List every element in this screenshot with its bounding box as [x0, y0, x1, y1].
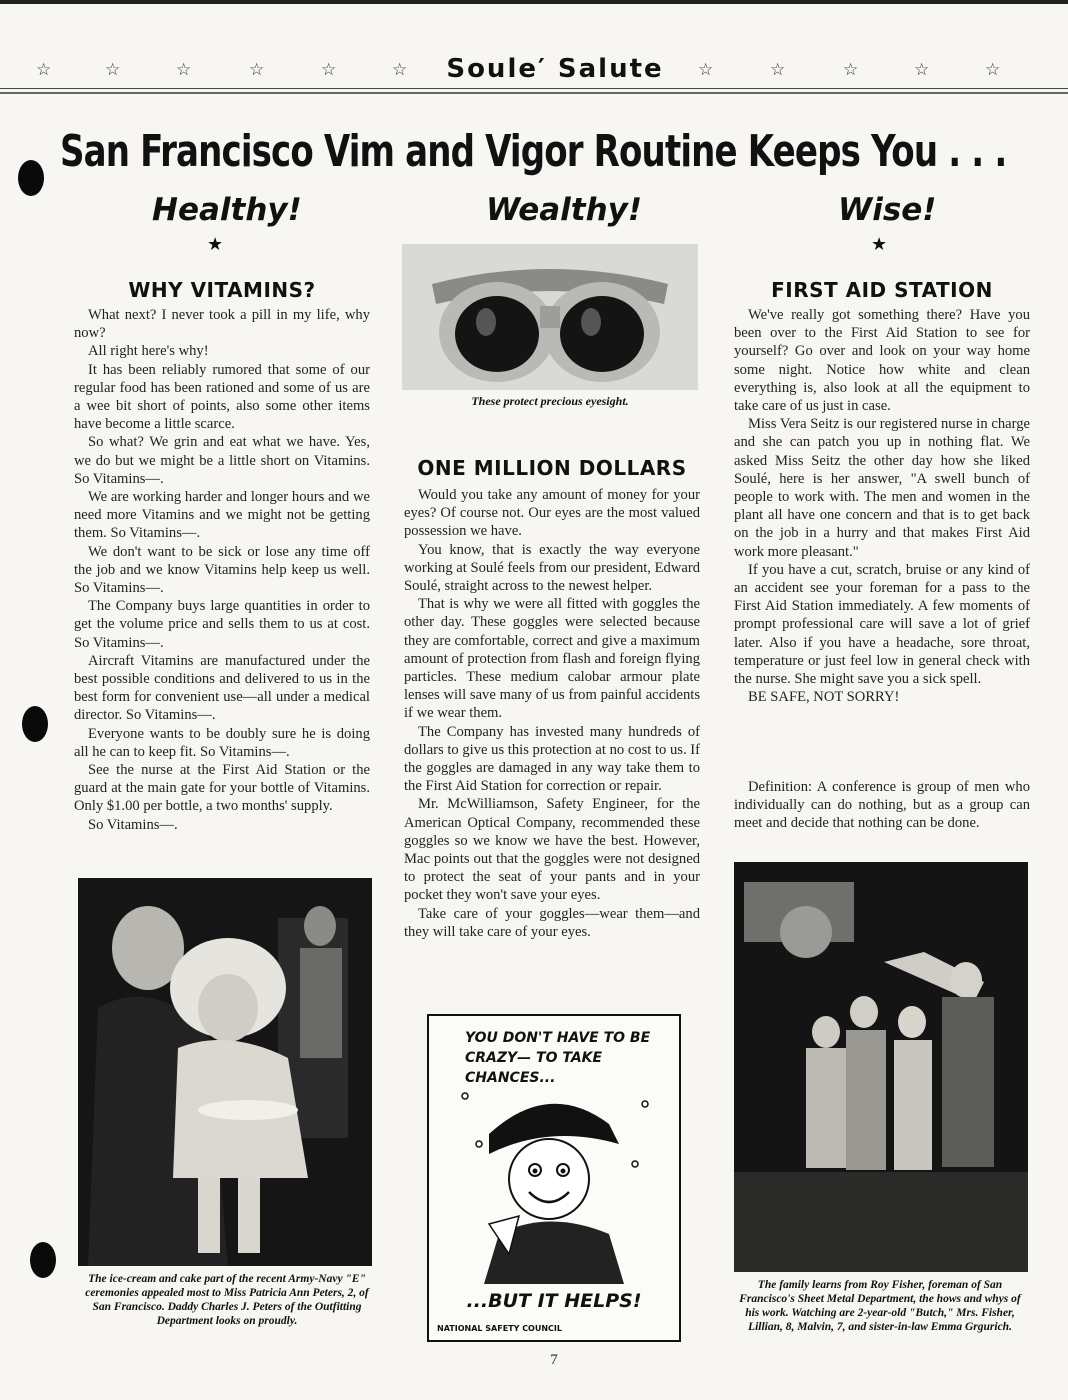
paragraph: Definition: A conference is group of men who individually can do nothing, but as a group can meet and decide that nothing can be done.: [734, 779, 1030, 832]
star-icon: ☆: [36, 60, 52, 80]
paragraph: So what? We grin and eat what we have. Yes, we do but we might be a little short on Vitamins. So Vitamins—.: [74, 434, 370, 487]
photo-caption: These protect precious eyesight.: [471, 394, 629, 408]
star-icon: ☆: [392, 60, 408, 80]
star-icon: ☆: [176, 60, 192, 80]
paragraph: The Company has invested many hundreds of dollars to give us this protection at no cost to us. If the goggles are damaged in any way take them to the First Aid Station for correction or repair.: [404, 723, 700, 795]
poster-slogan-bottom: ...BUT IT HELPS!: [466, 1290, 642, 1312]
subhead-wealthy: Wealthy!: [486, 192, 643, 228]
paragraph: Miss Vera Seitz is our registered nurse in charge and she can patch you up in nothing flat. We asked Miss Seitz the other day how she liked Soulé, here is her answer, "A swell bunch of people to work with. The men and women in the plant all have one concern and that is to get back on the job in a hurry and that makes First Aid work more pleasant.": [734, 416, 1030, 560]
star-icon: ☆: [985, 60, 1001, 80]
article-first-aid-station: [734, 306, 1030, 706]
paragraph: What next? I never took a pill in my life, why now?: [74, 307, 370, 342]
photo-fisher-family: [734, 862, 1028, 1272]
star-icon: ☆: [770, 60, 786, 80]
star-icon: ☆: [105, 60, 121, 80]
star-icon: ☆: [698, 60, 714, 80]
poster-slogan-top: YOU DON'T HAVE TO BE CRAZY— TO TAKE CHANCES...: [465, 1030, 651, 1086]
paragraph: We are working harder and longer hours and we need more Vitamins and we might not be getting them. So Vitamins—.: [74, 489, 370, 542]
section-heading-why-vitamins: WHY VITAMINS?: [128, 278, 316, 302]
paragraph: You know, that is exactly the way everyone working at Soulé feels from our president, Edward Soulé, straight across to the newest helper.: [404, 541, 700, 595]
paragraph: Would you take any amount of money for your eyes? Of course not. Our eyes are the most valued possession we have.: [404, 487, 700, 540]
page-headline: San Francisco Vim and Vigor Routine Keeps You . . .: [60, 126, 1007, 177]
binder-hole: [18, 160, 44, 196]
subhead-healthy: Healthy!: [152, 192, 302, 228]
star-icon: ☆: [843, 60, 859, 80]
paragraph: Take care of your goggles—wear them—and they will take care of your eyes.: [404, 905, 700, 940]
poster-credit: NATIONAL SAFETY COUNCIL: [437, 1324, 562, 1333]
star-icon: ★: [207, 234, 224, 255]
safety-poster: [427, 1014, 681, 1342]
paragraph: See the nurse at the First Aid Station or the guard at the main gate for your bottle of Vitamins. Only $1.00 per bottle, a two months' supply.: [74, 762, 370, 815]
article-why-vitamins: [74, 306, 370, 834]
paragraph: Everyone wants to be doubly sure he is doing all he can to keep fit. So Vitamins—.: [74, 725, 370, 760]
page-top-edge: [0, 0, 1068, 4]
star-icon: ☆: [321, 60, 337, 80]
star-icon: ☆: [914, 60, 930, 80]
photo-caption: The ice-cream and cake part of the recent Army-Navy "E" ceremonies appealed most to Miss Patricia Ann Peters, 2, of San Francisco. Daddy Charles J. Peters of the Outfitting Department looks on proudly.: [85, 1273, 369, 1327]
section-heading-one-million-dollars: ONE MILLION DOLLARS: [417, 456, 687, 480]
star-icon: ★: [871, 234, 888, 255]
page-number: 7: [550, 1352, 558, 1368]
paragraph: So Vitamins—.: [88, 816, 178, 833]
paragraph: We don't want to be sick or lose any time off the job and we know Vitamins help keep us well. So Vitamins—.: [74, 543, 370, 597]
definition-text: [734, 778, 1030, 833]
photo-caption: The family learns from Roy Fisher, foreman of San Francisco's Sheet Metal Department, the hows and whys of his work. Watching are 2-year-old "Butch," Mrs. Fisher, Lillian, 8, Malvin, 7, and sister-in-law Emma Grgurich.: [739, 1279, 1021, 1333]
masthead-rule: [0, 92, 1068, 94]
article-one-million-dollars: [404, 486, 700, 941]
paragraph: Mr. McWilliamson, Safety Engineer, for the American Optical Company, recommended these goggles so we know we have the best. However, Mac points out that the goggles were not designed to protect the seat of your pants and in your pocket they won't save your eyes.: [404, 796, 700, 904]
poster-cartoon: [449, 1084, 659, 1284]
photo-illustration: [734, 862, 1028, 1272]
photo-goggles: [402, 244, 698, 390]
paragraph: We've really got something there? Have you been over to the First Aid Station to see for yourself? Go over and look on your way home some night. Notice how white and clean everything is, also look at all the equipment to take care of us just in case.: [734, 307, 1030, 415]
star-icon: ☆: [249, 60, 265, 80]
section-heading-first-aid-station: FIRST AID STATION: [771, 278, 993, 302]
goggles-illustration: [402, 244, 698, 390]
masthead-rule: [0, 88, 1068, 89]
subhead-wise: Wise!: [838, 192, 937, 228]
masthead-title: Soule′ Salute: [446, 54, 664, 84]
paragraph: That is why we were all fitted with goggles the other day. These goggles were selected because they are comfortable, correct and give a maximum amount of protection from flash and foreign flying particles. These medium calobar armour plate lenses will save many of us from painful accidents if we wear them.: [404, 596, 700, 722]
paragraph: Aircraft Vitamins are manufactured under the best possible conditions and delivered to us in the best form for convenient use—all under a medical director. So Vitamins—.: [74, 652, 370, 724]
photo-illustration: [78, 878, 372, 1266]
paragraph: The Company buys large quantities in order to get the volume price and sells them to us at cost. So Vitamins—.: [74, 598, 370, 651]
closing-line: BE SAFE, NOT SORRY!: [748, 689, 900, 706]
paragraph: If you have a cut, scratch, bruise or any kind of an accident see your foreman for a pass to the First Aid Station immediately. A few moments of prompt professional care will save a lot of grief later. Also if you have a headache, sore throat, temperature or just feel low in general check with the nurse. She might save you a sick spell.: [734, 561, 1030, 688]
binder-hole: [30, 1242, 56, 1278]
binder-hole: [22, 706, 48, 742]
paragraph: It has been reliably rumored that some of our regular food has been rationed and some of us are a wee bit short of points, also some other items have become a little scarce.: [74, 361, 370, 433]
photo-father-and-daughter: [78, 878, 372, 1266]
paragraph: All right here's why!: [88, 343, 209, 360]
